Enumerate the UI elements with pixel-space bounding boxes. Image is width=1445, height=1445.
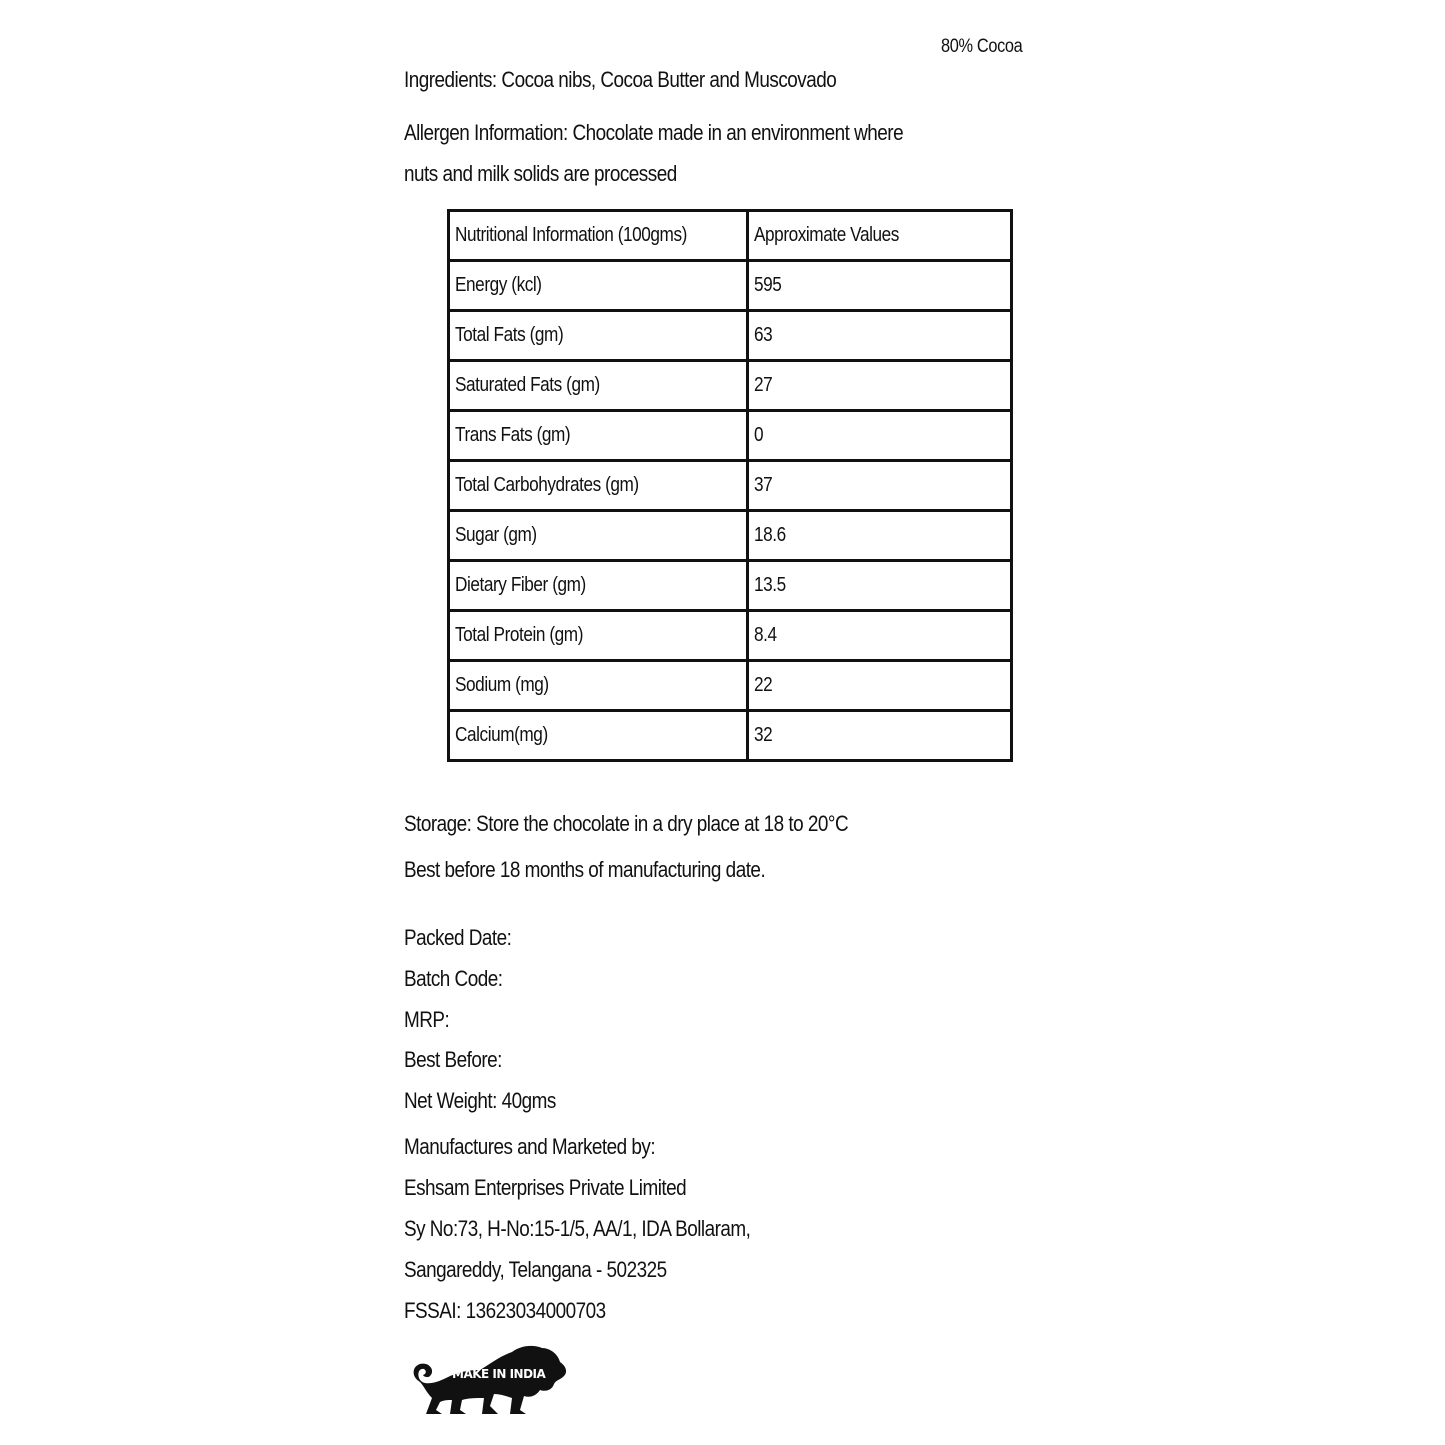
nutrition-header-row — [449, 211, 1012, 261]
nutrient-value: 0 — [748, 411, 1012, 461]
logo-text: MAKE IN INDIA — [452, 1367, 546, 1381]
packed-date-label: Packed Date: — [404, 925, 512, 950]
nutrition-row — [449, 511, 1012, 561]
best-before-note: Best before 18 months of manufacturing date. — [404, 857, 766, 882]
nutrition-header-value: Approximate Values — [748, 211, 1012, 261]
nutrient-value: 595 — [748, 261, 1012, 311]
ingredients-text: Ingredients: Cocoa nibs, Cocoa Butter and Muscovado — [404, 67, 837, 92]
nutrient-label: Saturated Fats (gm) — [449, 361, 748, 411]
nutrition-row — [449, 311, 1012, 361]
nutrition-row — [449, 561, 1012, 611]
fssai-number: FSSAI: 13623034000703 — [404, 1298, 606, 1323]
manufacturer-name: Eshsam Enterprises Private Limited — [404, 1175, 687, 1200]
storage-text: Storage: Store the chocolate in a dry place at 18 to 20°C — [404, 811, 849, 836]
manufacturer-address-line2: Sangareddy, Telangana - 502325 — [404, 1257, 667, 1282]
allergen-text-line1: Allergen Information: Chocolate made in an environment where — [404, 120, 904, 145]
nutrient-value: 22 — [748, 661, 1012, 711]
nutrition-header-label: Nutritional Information (100gms) — [449, 211, 748, 261]
allergen-text-line2: nuts and milk solids are processed — [404, 161, 677, 186]
nutrition-row — [449, 361, 1012, 411]
nutrient-label: Energy (kcl) — [449, 261, 748, 311]
batch-code-label: Batch Code: — [404, 966, 503, 991]
make-in-india-lion-icon — [408, 1340, 573, 1420]
nutrient-value: 37 — [748, 461, 1012, 511]
nutrient-value: 63 — [748, 311, 1012, 361]
nutrient-value: 8.4 — [748, 611, 1012, 661]
nutrition-row — [449, 611, 1012, 661]
nutrient-value: 32 — [748, 711, 1012, 761]
nutrition-row — [449, 711, 1012, 761]
manufacturer-address-line1: Sy No:73, H-No:15-1/5, AA/1, IDA Bollaram, — [404, 1216, 751, 1241]
nutrition-row — [449, 411, 1012, 461]
manufacturer-heading: Manufactures and Marketed by: — [404, 1134, 656, 1159]
nutrient-label: Trans Fats (gm) — [449, 411, 748, 461]
cocoa-percentage: 80% Cocoa — [941, 36, 1023, 57]
nutrient-label: Dietary Fiber (gm) — [449, 561, 748, 611]
nutrition-row — [449, 661, 1012, 711]
nutrient-value: 18.6 — [748, 511, 1012, 561]
nutrient-label: Sodium (mg) — [449, 661, 748, 711]
nutrition-row — [449, 261, 1012, 311]
nutrient-label: Total Protein (gm) — [449, 611, 748, 661]
nutrient-label: Total Fats (gm) — [449, 311, 748, 361]
nutrition-row — [449, 461, 1012, 511]
nutrient-label: Calcium(mg) — [449, 711, 748, 761]
best-before-label: Best Before: — [404, 1047, 502, 1072]
mrp-label: MRP: — [404, 1007, 450, 1032]
nutrient-label: Total Carbohydrates (gm) — [449, 461, 748, 511]
nutrient-value: 27 — [748, 361, 1012, 411]
nutrient-label: Sugar (gm) — [449, 511, 748, 561]
nutrition-table — [447, 209, 1013, 762]
nutrient-value: 13.5 — [748, 561, 1012, 611]
net-weight-text: Net Weight: 40gms — [404, 1088, 556, 1113]
